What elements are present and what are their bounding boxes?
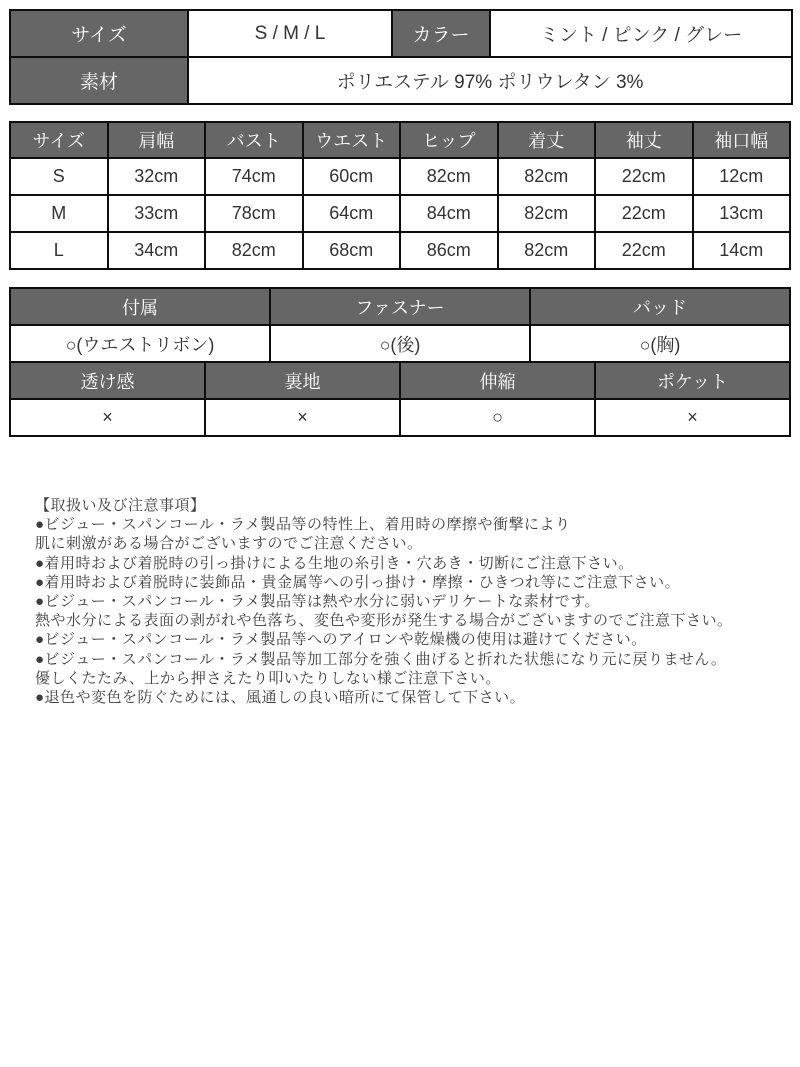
measurements-header-cell: バスト [205, 122, 303, 158]
material-value-cell: ポリエステル 97% ポリウレタン 3% [188, 57, 792, 104]
feature-value-cell: ○(胸) [530, 325, 790, 362]
measurement-cell: 60cm [303, 158, 401, 195]
color-label-cell: カラー [392, 10, 490, 57]
care-note-line: 肌に刺激がある場合がございますのでご注意ください。 [35, 535, 423, 553]
measurement-cell: 13cm [693, 195, 791, 232]
measurement-row-m [10, 195, 790, 232]
features-value-row-1 [10, 325, 790, 362]
care-note-line: ●ビジュー・スパンコール・ラメ製品等加工部分を強く曲げると折れた状態になり元に戻りません。 [35, 650, 727, 668]
feature-value-cell: × [205, 399, 400, 436]
measurement-cell: L [10, 232, 108, 269]
features-header-cell: 伸縮 [400, 362, 595, 399]
care-note-line: ●ビジュー・スパンコール・ラメ製品等へのアイロンや乾燥機の使用は避けてください。 [35, 631, 647, 649]
measurement-cell: 12cm [693, 158, 791, 195]
features-header-cell: ポケット [595, 362, 790, 399]
material-label-cell: 素材 [10, 57, 188, 104]
features-header-cell: ファスナー [270, 288, 530, 325]
care-note-line: 優しくたたみ、上から押さえたり叩いたりしない様ご注意下さい。 [35, 669, 501, 687]
features-table [9, 287, 791, 437]
measurement-cell: 33cm [108, 195, 206, 232]
care-note-line: ●着用時および着脱時に装飾品・貴金属等への引っ掛け・摩擦・ひきつれ等にご注意下さい。 [35, 573, 681, 591]
measurements-header-row [10, 122, 790, 158]
measurement-cell: 32cm [108, 158, 206, 195]
features-header-row-1 [10, 288, 790, 325]
care-note-line: ●退色や変色を防ぐためには、風通しの良い暗所にて保管して下さい。 [35, 689, 526, 707]
measurement-cell: 82cm [498, 195, 596, 232]
care-notes-title: 【取扱い及び注意事項】 [35, 497, 206, 514]
features-header-cell: パッド [530, 288, 790, 325]
measurements-header-cell: 袖口幅 [693, 122, 791, 158]
measurements-header-cell: 着丈 [498, 122, 596, 158]
features-header-cell: 透け感 [10, 362, 205, 399]
measurement-cell: 78cm [205, 195, 303, 232]
measurement-cell: 82cm [400, 158, 498, 195]
info-row-size-color [10, 10, 792, 57]
measurements-header-cell: 肩幅 [108, 122, 206, 158]
feature-value-cell: × [10, 399, 205, 436]
care-note-line: ●ビジュー・スパンコール・ラメ製品等の特性上、着用時の摩擦や衝撃により [35, 516, 571, 534]
measurements-table [9, 121, 791, 270]
measurements-header-cell: ウエスト [303, 122, 401, 158]
measurement-cell: 84cm [400, 195, 498, 232]
measurement-cell: 14cm [693, 232, 791, 269]
measurement-cell: 82cm [205, 232, 303, 269]
measurement-cell: S [10, 158, 108, 195]
features-header-cell: 裏地 [205, 362, 400, 399]
care-note-line: ●ビジュー・スパンコール・ラメ製品等は熱や水分に弱いデリケートな素材です。 [35, 593, 601, 611]
color-value-cell: ミント / ピンク / グレー [490, 10, 792, 57]
measurement-cell: 86cm [400, 232, 498, 269]
measurement-row-s [10, 158, 790, 195]
features-header-row-2 [10, 362, 790, 399]
measurement-row-l [10, 232, 790, 269]
measurement-cell: 22cm [595, 232, 693, 269]
measurement-cell: 68cm [303, 232, 401, 269]
care-note-line: 熱や水分による表面の剥がれや色落ち、変色や変形が発生する場合がございますのでご注意下さい。 [35, 612, 733, 630]
info-row-material [10, 57, 792, 104]
measurement-cell: 22cm [595, 195, 693, 232]
measurements-header-cell: ヒップ [400, 122, 498, 158]
features-header-cell: 付属 [10, 288, 270, 325]
measurement-cell: 22cm [595, 158, 693, 195]
size-value-cell: S / M / L [188, 10, 392, 57]
care-notes [35, 496, 791, 707]
measurement-cell: 82cm [498, 232, 596, 269]
info-table [9, 9, 793, 105]
measurements-header-cell: 袖丈 [595, 122, 693, 158]
measurement-cell: 74cm [205, 158, 303, 195]
feature-value-cell: × [595, 399, 790, 436]
measurement-cell: 82cm [498, 158, 596, 195]
measurements-header-cell: サイズ [10, 122, 108, 158]
feature-value-cell: ○(ウエストリボン) [10, 325, 270, 362]
care-note-line: ●着用時および着脱時の引っ掛けによる生地の糸引き・穴あき・切断にご注意下さい。 [35, 554, 634, 572]
measurement-cell: 34cm [108, 232, 206, 269]
size-label-cell: サイズ [10, 10, 188, 57]
features-value-row-2 [10, 399, 790, 436]
feature-value-cell: ○(後) [270, 325, 530, 362]
feature-value-cell: ○ [400, 399, 595, 436]
measurement-cell: 64cm [303, 195, 401, 232]
measurement-cell: M [10, 195, 108, 232]
